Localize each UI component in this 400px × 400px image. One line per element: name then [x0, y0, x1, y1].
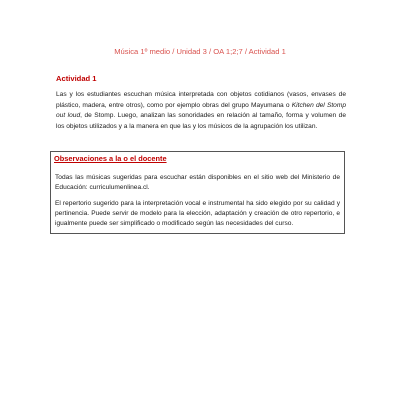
- teacher-notes-paragraph: El repertorio sugerido para la interpretación vocal e instrumental ha sido elegido por su calidad y pertinencia. Puede servir de modelo para la elección, adaptación y creación de otro repertorio, e igualmente puede ser simplificado o modificado según las necesidades del curso.: [55, 199, 340, 228]
- activity-text-start: Las y los estudiantes escuchan música interpretada con objetos cotidianos (vasos, envases de plástico, madera, entre otros), como por ejemplo obras del grupo Mayumana o: [56, 91, 346, 109]
- activity-title: Actividad 1: [56, 74, 97, 83]
- activity-description: [56, 90, 346, 132]
- activity-section: [56, 74, 346, 132]
- activity-text-end: , de Stomp. Luego, analizan las sonoridades en relación al tamaño, forma y volumen de los objetos utilizados y a la manera en que las y los músicos de la agrupación los utilizan.: [56, 112, 347, 130]
- teacher-notes-box: [50, 151, 345, 234]
- teacher-notes-title: Observaciones a la o el docente: [54, 154, 167, 163]
- page-breadcrumb: Música 1º medio / Unidad 3 / OA 1;2;7 / Actividad 1: [114, 47, 286, 56]
- activity-work-title: Kitchen del Stomp out loud: [56, 101, 347, 120]
- teacher-notes-paragraph: Todas las músicas sugeridas para escuchar están disponibles en el sitio web del Ministerio de Educación: curriculumenlinea.cl.: [55, 174, 340, 192]
